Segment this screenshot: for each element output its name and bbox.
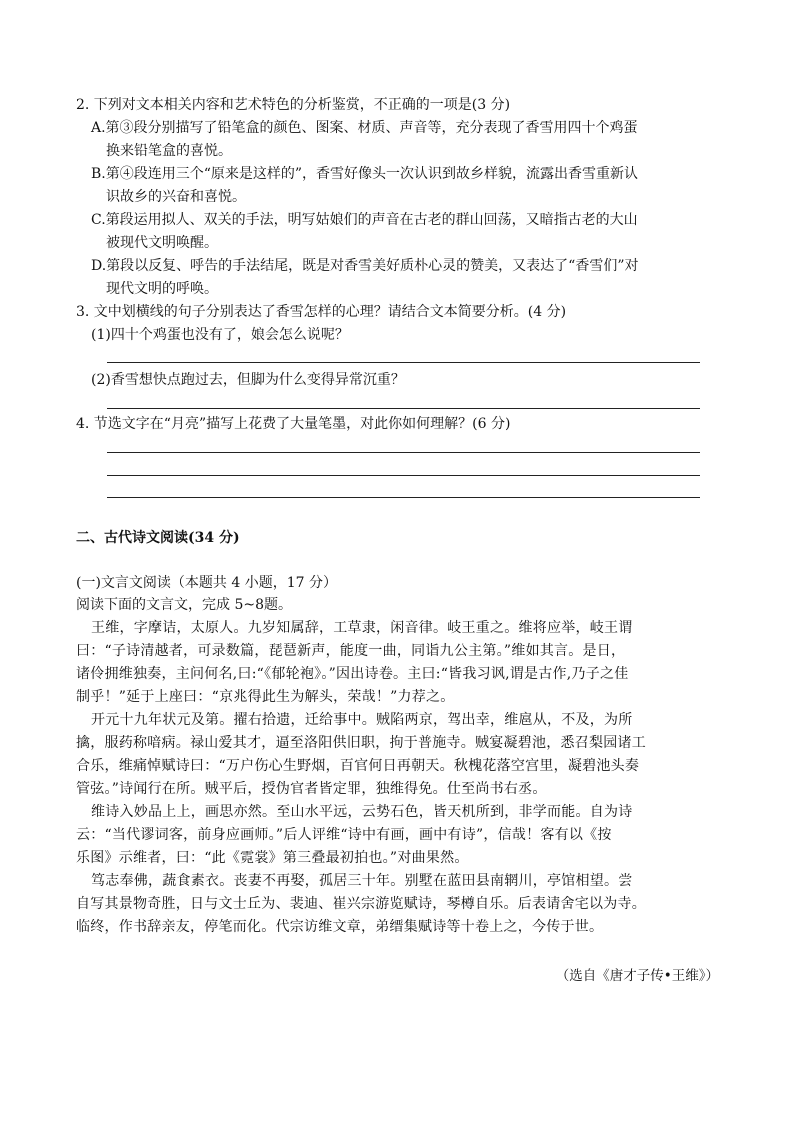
passage-line: 诸伶拥维独奏，主问何名,曰:“《郁轮袍》。”因出诗卷。主曰:“皆我习讽,谓是古作,乃子之佳 [76, 666, 629, 682]
passage-line: 笃志奉佛，蔬食素衣。丧妻不再娶，孤居三十年。别墅在蓝田县南辋川，亭馆相望。尝 [91, 873, 633, 889]
passage-line: 自写其景物奇胜，日与文士丘为、裴迪、崔兴宗游览赋诗，琴樽自乐。后表请舍宅以为寺。 [76, 896, 646, 912]
answer-line [107, 475, 700, 476]
passage-line: 管弦。”诗闻行在所。贼平后，授伪官者皆定罪，独维得免。仕至尚书右丞。 [76, 781, 547, 797]
passage-line: 云：“当代谬词客，前身应画师。”后人评维“诗中有画，画中有诗”，信哉！客有以《按 [76, 827, 612, 843]
option-c-line-1: C.第段运用拟人、双关的手法，明写姑娘们的声音在古老的群山回荡，又暗指古老的大山 [91, 212, 638, 228]
option-d-line-1: D.第段以反复、呼告的手法结尾，既是对香雪美好质朴心灵的赞美，又表达了“香雪们”对 [91, 258, 639, 274]
passage-line: 乐图》示维者，曰：“此《霓裳》第三叠最初拍也。”对曲果然。 [76, 850, 469, 866]
question-3-sub-2: (2)香雪想快点跑过去，但脚为什么变得异常沉重？ [91, 372, 405, 388]
section-heading: 二、古代诗文阅读(34 分) [76, 530, 240, 546]
answer-line [107, 408, 700, 409]
option-c-line-2: 被现代文明唤醒。 [106, 235, 218, 251]
answer-line [107, 362, 700, 363]
question-3-stem: 3. 文中划横线的句子分别表达了香雪怎样的心理？请结合文本简要分析。(4 分) [76, 304, 567, 320]
passage-line: 制乎！”延于上座曰：“京兆得此生为解头，荣哉！”力荐之。 [76, 689, 455, 705]
option-a-line-1: A.第③段分别描写了铅笔盒的颜色、图案、材质、声音等，充分表现了香雪用四十个鸡蛋 [91, 120, 638, 136]
question-3-sub-1: (1)四十个鸡蛋也没有了，娘会怎么说呢？ [91, 327, 349, 343]
question-4-stem: 4. 节选文字在“月亮”描写上花费了大量笔墨，对此你如何理解？(6 分) [76, 416, 511, 432]
passage-line: 开元十九年状元及第。擢右拾遗，迁给事中。贼陷两京，驾出幸，维扈从，不及，为所 [91, 712, 633, 728]
passage-line: 维诗入妙品上上，画思亦然。至山水平远，云势石色，皆天机所到，非学而能。自为诗 [91, 804, 633, 820]
passage-line: 擒，服药称喑病。禄山爱其才，逼至洛阳供旧职，拘于普施寺。贼宴凝碧池，悉召梨园诸工 [76, 735, 646, 751]
question-2-stem: 2. 下列对文本相关内容和艺术特色的分析鉴赏，不正确的一项是(3 分) [76, 97, 511, 113]
option-d-line-2: 现代文明的呼唤。 [106, 281, 218, 297]
option-b-line-1: B.第④段连用三个“原来是这样的”，香雪好像头一次认识到故乡样貌，流露出香雪重新认 [91, 166, 639, 182]
passage-line: 王维，字摩诘，太原人。九岁知属辞，工草隶，闲音律。岐王重之。维将应举，岐王谓 [91, 620, 633, 636]
subsection-heading: (一)文言文阅读（本题共 4 小题，17 分） [76, 575, 337, 591]
answer-line [107, 497, 700, 498]
passage-line: 临终，作书辞亲友，停笔而化。代宗访维文章，弟缙集赋诗等十卷上之，今传于世。 [76, 919, 604, 935]
reading-instruction: 阅读下面的文言文，完成 5~8题。 [76, 597, 292, 613]
answer-line [107, 452, 700, 453]
passage-source: （选自《唐才子传•王维》） [555, 968, 719, 984]
passage-line: 合乐，维痛悼赋诗曰：“万户伤心生野烟，百官何日再朝天。秋槐花落空宫里，凝碧池头奏 [76, 758, 640, 774]
passage-line: 曰：“子诗清越者，可录数篇，琵琶新声，能度一曲，同诣九公主第。”维如其言。是日， [76, 643, 626, 659]
option-a-line-2: 换来铅笔盒的喜悦。 [106, 143, 232, 159]
option-b-line-2: 识故乡的兴奋和喜悦。 [106, 189, 246, 205]
